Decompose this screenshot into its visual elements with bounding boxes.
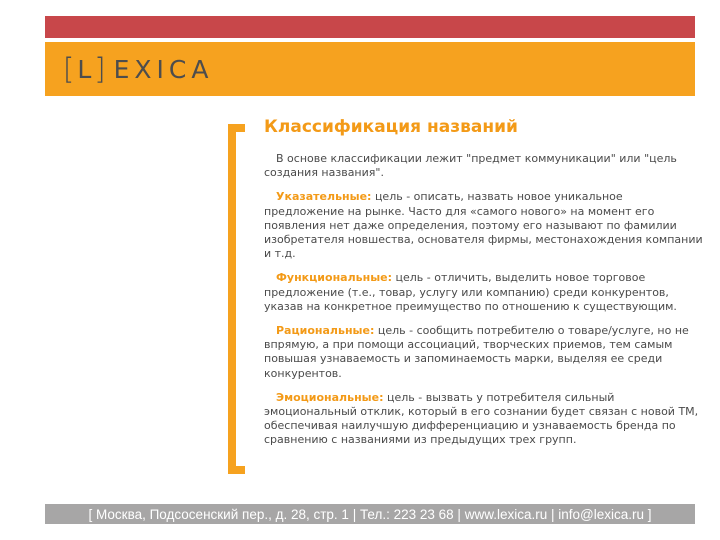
section-indicative bbox=[264, 190, 704, 261]
section-term: Эмоциональные: bbox=[276, 390, 384, 404]
intro-paragraph bbox=[264, 152, 704, 180]
logo-bracket-close: ] bbox=[94, 52, 106, 86]
logo-bracket-open: [ bbox=[63, 52, 75, 86]
lexica-logo bbox=[63, 52, 213, 86]
section-text: цель - сообщить потребителю о товаре/услуге, но не впрямую, а при помощи ассоциаций, творческих приемов, тем самым повышая узнаваемость и запоминаемость марки, выделяя ее среди конкурентов. bbox=[264, 324, 689, 380]
logo-text: EXICA bbox=[113, 54, 214, 84]
top-accent-bar bbox=[45, 16, 695, 38]
decorative-bracket bbox=[228, 124, 245, 474]
section-emotional bbox=[264, 391, 704, 448]
header-banner bbox=[45, 42, 695, 96]
section-text: цель - вызвать у потребителя сильный эмоциональный отклик, который в его сознании будет связан с новой ТМ, обеспечивая наилучшую дифференциацию и узнаваемость бренда по сравнению с названиями из предыдущих трех групп. bbox=[264, 390, 699, 447]
page-title: Классификация названий bbox=[264, 117, 518, 137]
logo-letter-l: L bbox=[77, 54, 92, 84]
section-functional bbox=[264, 271, 704, 314]
section-term: Указательные: bbox=[276, 190, 372, 204]
section-term: Рациональные: bbox=[276, 324, 375, 338]
section-text: цель - отличить, выделить новое торговое предложение (т.е., товар, услугу или компанию) среди конкурентов, указав на конкретное преимущество по отношению к существующим. bbox=[264, 271, 677, 313]
section-text: цель - описать, назвать новое уникальное предложение на рынке. Часто для «самого нового» на момент его появления нет даже определения, поэтому его называют по фамилии изобретателя новшества, основателя фирмы, местонахождения компании и т.д. bbox=[264, 190, 703, 261]
section-term: Функциональные: bbox=[276, 271, 393, 285]
footer-contact-bar: [ Москва, Подсосенский пер., д. 28, стр. 1 | Тел.: 223 23 68 | www.lexica.ru | info@lexica.ru ] bbox=[45, 504, 695, 524]
intro-text: В основе классификации лежит "предмет коммуникации" или "цель создания названия". bbox=[264, 152, 677, 180]
main-content bbox=[264, 115, 704, 458]
section-rational bbox=[264, 324, 704, 381]
